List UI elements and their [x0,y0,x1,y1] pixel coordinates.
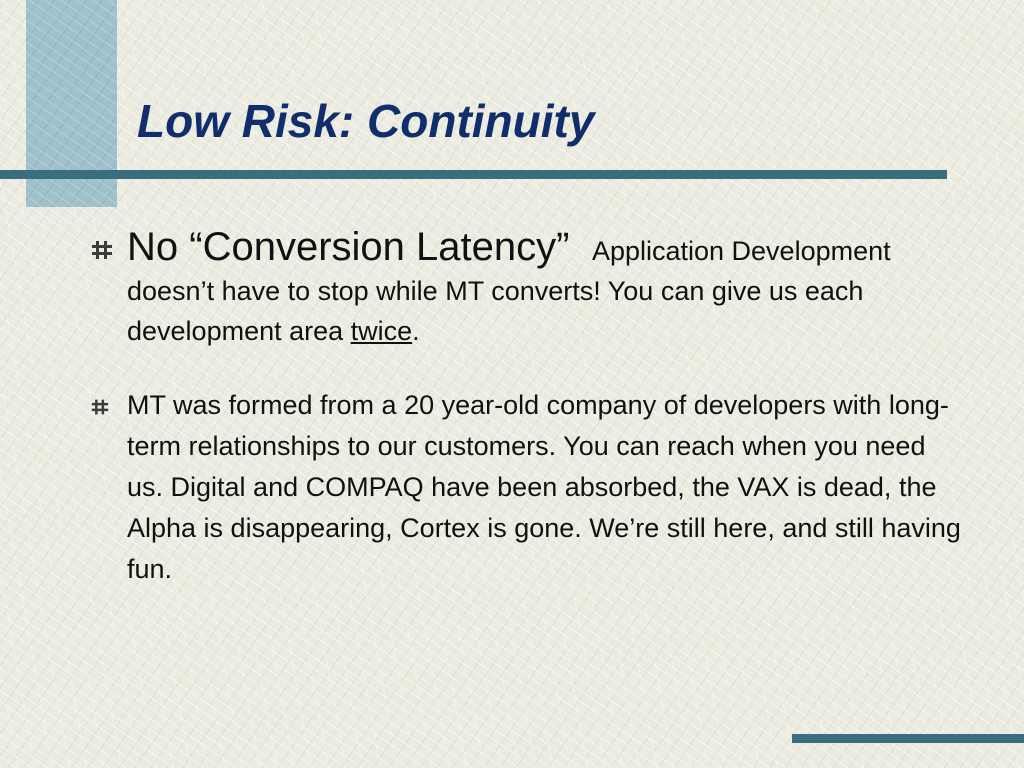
hash-bullet-icon [91,398,109,416]
footer-accent-line [792,734,1024,743]
bullet-item-conversion-latency [88,224,968,351]
hash-bullet-icon [91,239,113,261]
slide-title: Low Risk: Continuity [137,95,595,147]
bullet-body-text: MT was formed from a 20 year-old company of developers with long-term relationships to our customers. You can reach when you need us. Digital and COMPAQ have been absorbed, the VAX is dead, the Alpha is disappearing, Cortex is gone. We’re still here, and still having fun. [127,390,961,584]
title-divider-line [0,170,947,179]
bullet-lead-text: No “Conversion Latency” [127,225,570,269]
bullet-body-text: Application Development doesn’t have to stop while MT converts! You can give us each development area twice. [127,236,891,346]
bullet-item-company-history [88,385,968,590]
bullet-list [88,224,968,590]
twice-link[interactable]: twice [350,316,413,346]
